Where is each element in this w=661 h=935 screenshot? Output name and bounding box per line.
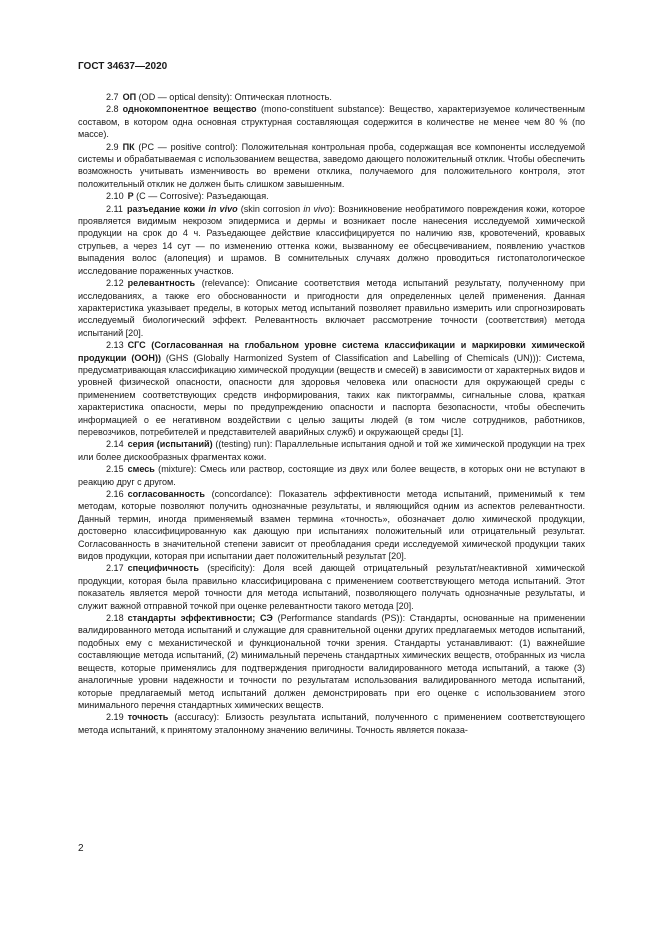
entry-term: согласованность: [127, 489, 205, 499]
entry-text: (accuracy): Близость результата испытаний, полученного с применением соответствующего метода испытаний, к принятому эталонному значению величины. Точность является показа-: [78, 712, 585, 735]
entry-text: (OD — optical density): Оптическая плотность.: [136, 92, 332, 102]
entry-term: специфичность: [127, 563, 199, 574]
entry-term: релевантность: [127, 278, 196, 289]
entry-term: однокомпонентное вещество: [122, 104, 257, 115]
entry-2-9: [78, 141, 585, 191]
entry-number: 2.14: [106, 439, 124, 450]
entry-text: (specificity): Доля всей дающей отрицательный результат/неактивной химической продукции, которая была правильно классифицирована с применением соответствующего метода испытаний. Этот показатель является мерой точности для метода испытаний, позволяющего получать однозначные результаты, и служит важной отправной точкой при оценке релевантности такого метода [20].: [78, 563, 585, 611]
entry-number: 2.16: [106, 489, 124, 499]
entry-text: (GHS (Globally Harmonized System of Classification and Labelling of Chemicals (UN))): Система, предусматривающая классификацию химической продукции (веществ и смесей) в зависимости от характерных видов и уровней физической опасности, опасности для здоровья человека или опасности для окружающей среды с применением соответствующих средств информирования, таких как пиктограммы, сигнальные слова, краткая характеристика опасности, меры по предупреждению опасности и паспорта безопасности, чтобы обеспечить информацией о ее негативном воздействии с целью защиты людей (в том числе сотрудников, работников, перевозчиков, потребителей и представителей аварийных служб) и окружающей среды [1].: [78, 352, 586, 437]
entry-number: 2.11: [106, 203, 123, 214]
entry-2-18: [78, 612, 585, 711]
entry-2-8: [78, 103, 585, 140]
entry-text: (concordance): Показатель эффективности метода испытаний, применимый к тем методам, которые позволяют получить однозначные результаты, и являющийся одним из аспектов релевантности. Данный термин, иногда применяемый взамен термина «точность», обозначает долю химической продукции, достоверно классифицированную как дающую при испытаниях положительный или отрицательный результат. Согласованность в значительной степени зависит от преобладания среди исследуемой химической продукции таких видов продукции, которая при испытании дает положительный результат [20].: [78, 489, 585, 562]
entry-text-italic: in vivo: [303, 203, 330, 214]
entry-number: 2.18: [106, 613, 124, 624]
entry-text: ): Возникновение необратимого повреждения кожи, которое проявляется видимым некрозом эпидермиса и дермы и возникает после нанесения исследуемой химической продукции на срок до 4 ч. Разъедающее действие классифицируется по наличию язв, кровотечений, кровавых струпьев, а через 14 сут — по изменению оттенка кожи, вызванному ее обесцвечиванием, появлению участков выпадения волос (алопеция) и шрамов. В сомнительных случаях должно проводиться гистопатологическое исследование пораженных участков.: [78, 203, 586, 276]
entry-text: ((testing) run): Параллельные испытания одной и той же химической продукции на трех или более дискообразных фрагментах кожи.: [78, 439, 585, 462]
entry-2-11: [78, 203, 585, 277]
entry-number: 2.9: [106, 141, 119, 152]
entry-number: 2.8: [106, 104, 119, 115]
entry-text: (PC — positive control): Положительная контрольная проба, содержащая все компоненты исследуемой системы и обрабатываемая с использованием вещества, заведомо дающего положительный отклик. Чтобы обеспечить возможность учитывать изменчивость во времени отклика, получаемого для положительного контроля, этот положительный отклик не должен быть слишком завышенным.: [78, 141, 585, 189]
entry-text: (mono-constituent substance): Вещество, характеризуемое количественным составом, в котором одна основная структурная составляющая содержится в количестве не менее чем 80 % (по массе).: [78, 104, 585, 140]
entry-number: 2.19: [106, 712, 124, 723]
entry-2-15: [78, 463, 585, 488]
entry-2-7: [78, 91, 585, 103]
entry-term: точность: [127, 712, 169, 723]
entry-term: смесь: [127, 464, 155, 475]
entry-2-13: [78, 339, 585, 438]
entry-2-19: [78, 711, 585, 736]
entry-number: 2.17: [106, 563, 124, 574]
entry-text: (Performance standards (PS)): Стандарты, основанные на применении валидированного метода испытаний и служащие для сравнительной оценки других предлагаемых методов испытаний, подобных ему с механистической и функциональной точки зрения. Стандарты устанавливают: (1) важнейшие составляющие метода испытаний, (2) минимальный перечень стандартных химических веществ, отобранных из числа веществ, которые применялись для подтверждения пригодности валидированного метода испытаний, а также (3) аналогичные уровни надежности и точности по результатам использования валидированного метода испытаний, которые предлагаемый метод испытаний должен демонстрировать при его оценке с использованием этого минимального перечня стандартных химических веществ.: [78, 613, 586, 710]
entry-term: ПК: [122, 141, 135, 152]
entry-term: стандарты эффективности; СЭ: [127, 613, 273, 624]
entry-number: 2.12: [106, 278, 124, 289]
entry-text-pre: (skin corrosion: [237, 203, 304, 214]
entry-term: серия (испытаний): [127, 439, 213, 450]
entry-2-12: [78, 277, 585, 339]
entry-2-16: [78, 488, 585, 562]
entry-number: 2.10: [106, 191, 124, 202]
entry-text: (relevance): Описание соответствия метода испытаний результату, полученному при исследованиях, а также его обоснованности и пригодности для определенных целей применения. Данная характеристика указывает пределы, в которых метод испытаний позволяет правильно измерить или спрогнозировать исследуемый биологический эффект. Релевантность включает рассмотрение точности (соответствия) метода испытаний [20].: [78, 278, 585, 338]
entry-number: 2.7: [106, 92, 119, 102]
entry-number: 2.15: [106, 464, 124, 475]
entry-number: 2.13: [106, 340, 124, 351]
entry-term: ОП: [122, 92, 137, 102]
page-number: 2: [78, 843, 84, 854]
document-header: ГОСТ 34637—2020: [78, 61, 168, 72]
entry-text: (C — Corrosive): Разъедающая.: [133, 191, 269, 202]
entry-2-17: [78, 562, 585, 612]
entry-2-14: [78, 438, 585, 463]
entry-term-italic: in vivo: [208, 203, 238, 214]
entry-text: (mixture): Смесь или раствор, состоящие из двух или более веществ, в которых они не вступают в реакцию друг с другом.: [78, 464, 585, 487]
entry-term: Р: [127, 191, 134, 202]
entry-term: СГС (Согласованная на глобальном уровне система классификации и маркировки химической продукции (ООН)): [78, 340, 585, 363]
document-body: [78, 91, 585, 736]
entry-term: разъедание кожи: [126, 203, 206, 214]
entry-2-10: [78, 190, 585, 202]
